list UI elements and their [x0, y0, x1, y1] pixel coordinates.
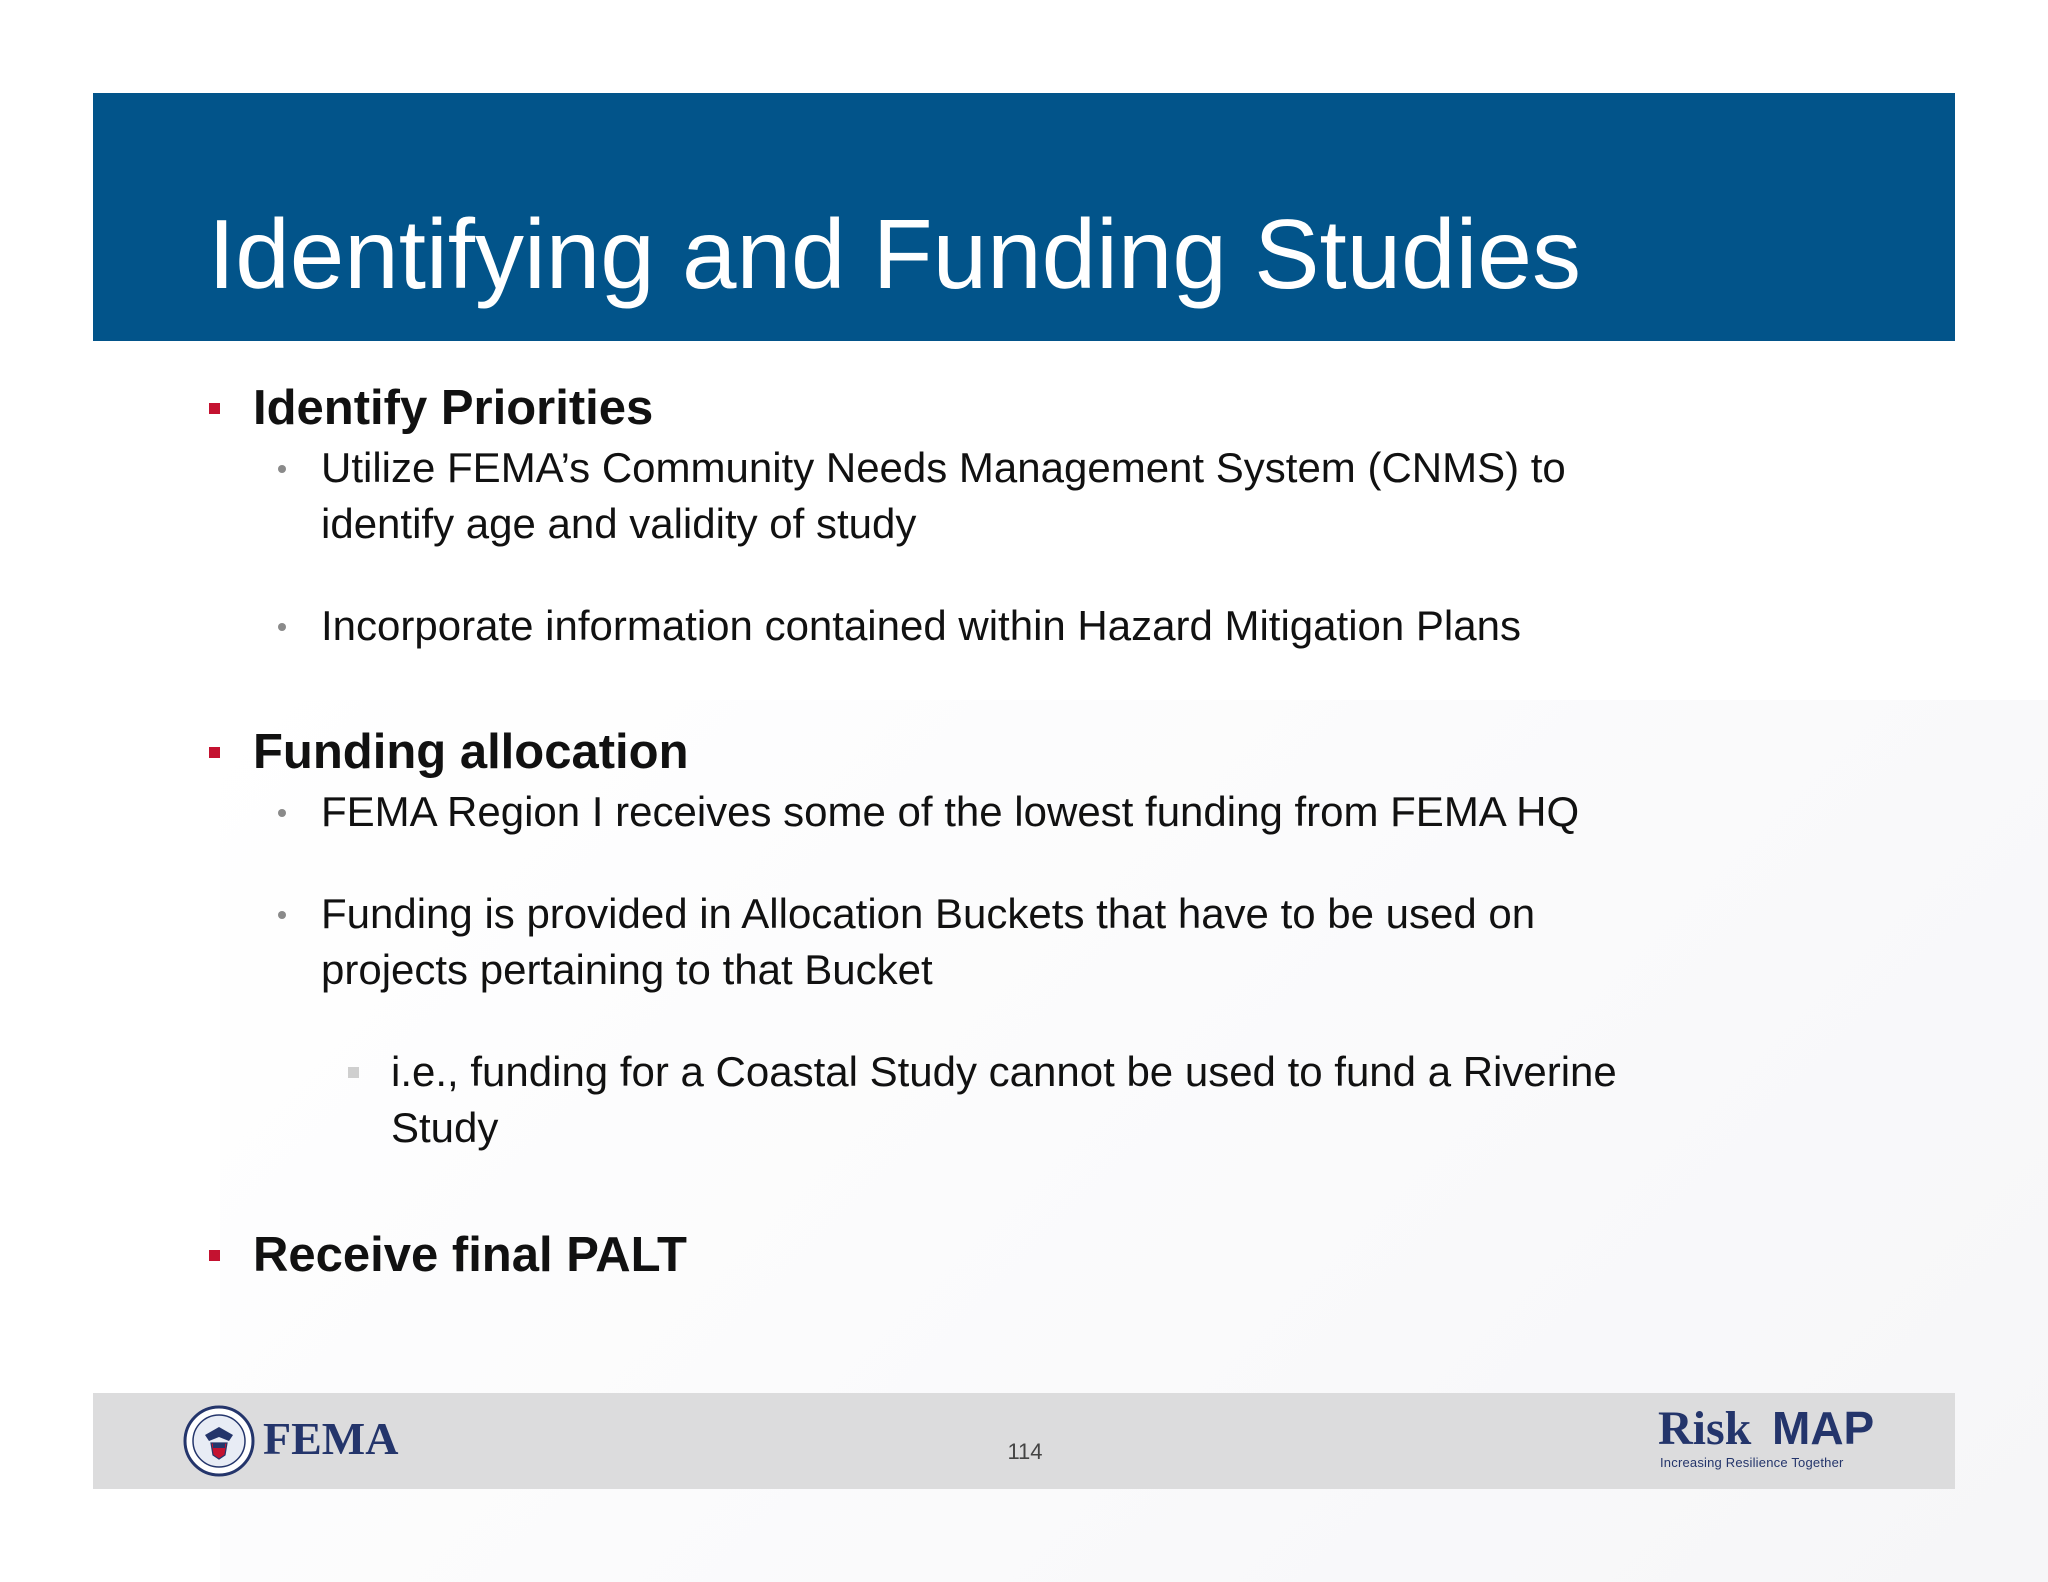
bullet-marker: [278, 623, 286, 631]
section-heading-receive-final-palt: Receive final PALT: [253, 1228, 687, 1282]
page-number: 114: [1007, 1439, 1043, 1464]
bullet-line: identify age and validity of study: [321, 500, 917, 547]
section-bullet-marker: [209, 747, 220, 758]
riskmap-tagline: Increasing Resilience Together: [1660, 1455, 1844, 1470]
sub-bullet-marker: [348, 1067, 359, 1078]
section-bullet-marker: [209, 1250, 220, 1261]
bullet-line: Funding is provided in Allocation Buckets that have to be used on: [321, 890, 1536, 937]
bullet-line: Incorporate information contained within Hazard Mitigation Plans: [321, 602, 1521, 649]
bullet-line: Utilize FEMA’s Community Needs Management System (CNMS) to: [321, 444, 1566, 491]
bullet-marker: [278, 911, 286, 919]
section-heading-funding-allocation: Funding allocation: [253, 725, 689, 779]
bullet-marker: [278, 465, 286, 473]
slide-title: Identifying and Funding Studies: [208, 199, 1581, 309]
bullet-line: projects pertaining to that Bucket: [321, 946, 933, 993]
sub-bullet-line: Study: [391, 1104, 499, 1151]
section-bullet-marker: [209, 403, 220, 414]
bullet-marker: [278, 809, 286, 817]
sub-bullet-line: i.e., funding for a Coastal Study cannot be used to fund a Riverine: [391, 1048, 1617, 1095]
fema-logo-text: FEMA: [263, 1413, 399, 1464]
section-heading-identify-priorities: Identify Priorities: [253, 381, 654, 435]
bullet-line: FEMA Region I receives some of the lowest funding from FEMA HQ: [321, 788, 1580, 835]
riskmap-logo-map: MAP: [1772, 1402, 1875, 1454]
dhs-seal-icon: [183, 1405, 255, 1477]
riskmap-logo-risk: Risk: [1658, 1402, 1752, 1455]
